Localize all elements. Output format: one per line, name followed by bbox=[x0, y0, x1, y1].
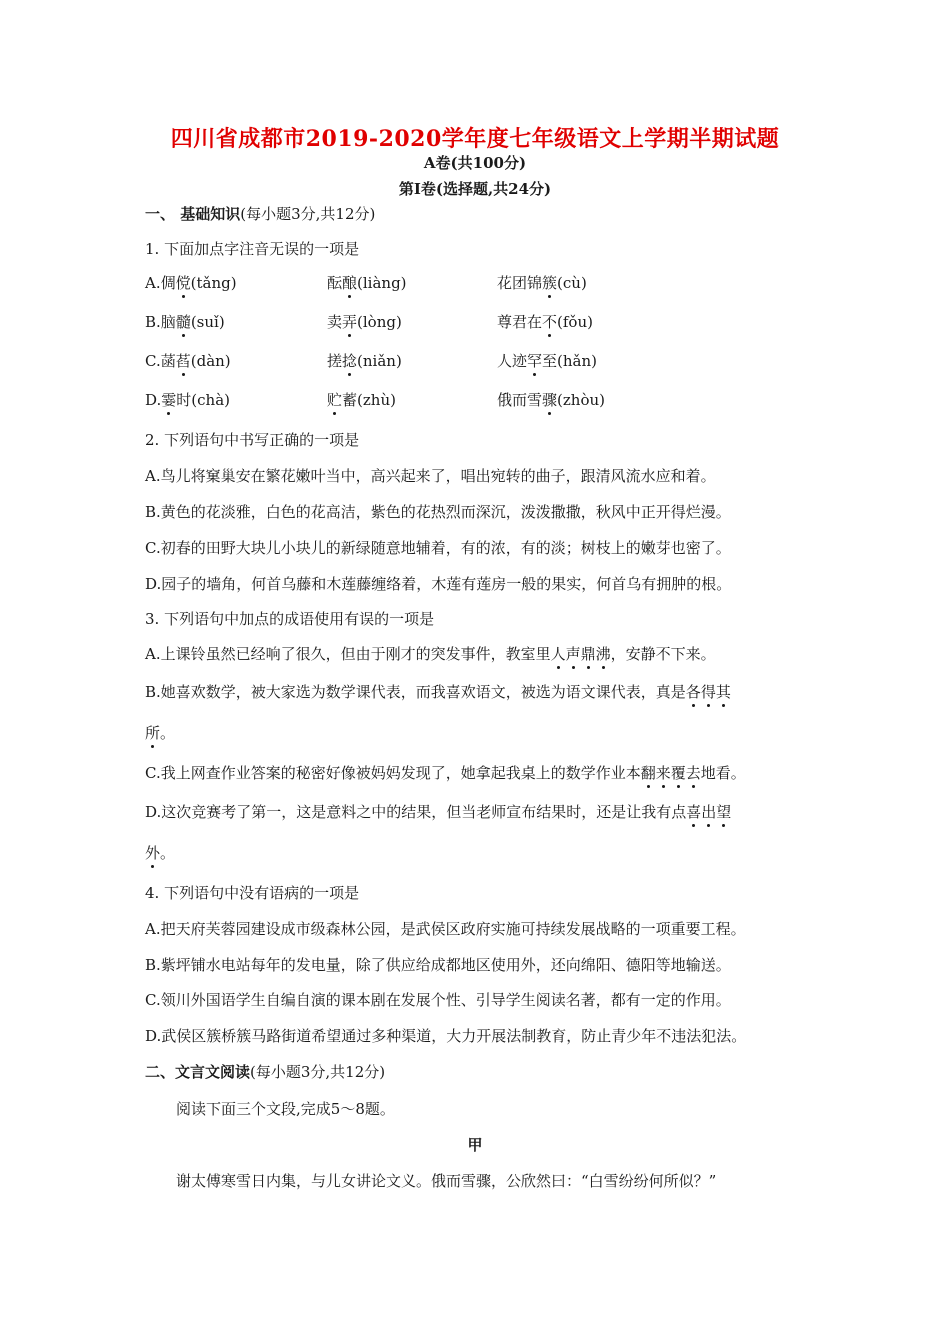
q4-option-d: D.武侯区簇桥簇马路街道希望通过多种渠道，大力开展法制教育，防止青少年不违法犯法。 bbox=[145, 1027, 747, 1045]
question-2-stem: 2. 下列语句中书写正确的一项是 bbox=[145, 431, 360, 449]
plain-text: D.这次竞赛考了第一，这是意料之中的结果，但当老师宣布结果时，还是让我有点 bbox=[145, 803, 687, 821]
q1-option-c2 bbox=[327, 350, 402, 371]
plain-text: 倜 bbox=[160, 274, 176, 292]
plain-text: 尊君在 bbox=[497, 313, 543, 331]
dotted-char: 簇 bbox=[542, 274, 558, 292]
pinyin: (chà) bbox=[191, 391, 231, 409]
q1-option-b1 bbox=[145, 311, 225, 332]
q2-option-b: B.黄色的花淡雅，白色的花高洁，紫色的花热烈而深沉，泼泼撒撒，秋风中正开得烂漫。 bbox=[145, 503, 731, 521]
pinyin: (niǎn) bbox=[357, 352, 402, 370]
dotted-char: 弄 bbox=[342, 313, 358, 331]
plain-text: 人迹 bbox=[497, 352, 528, 370]
q1-option-d2 bbox=[327, 389, 396, 410]
section-two-note: (每小题3分,共12分) bbox=[250, 1063, 386, 1081]
section-one-title: 一、 基础知识 bbox=[145, 205, 241, 223]
q3-option-a bbox=[145, 643, 716, 664]
option-letter: A. bbox=[145, 274, 161, 292]
q1-option-d1 bbox=[145, 389, 230, 410]
plain-text: ，安静不下来。 bbox=[610, 645, 716, 663]
dotted-char: 不 bbox=[542, 313, 558, 331]
exam-title: 四川省成都市2019-2020学年度七年级语文上学期半期试题 bbox=[170, 126, 780, 152]
q3-option-d bbox=[145, 801, 731, 822]
plain-text: 时 bbox=[176, 391, 192, 409]
q1-option-c1 bbox=[145, 350, 231, 371]
q1-option-b2 bbox=[327, 311, 402, 332]
pinyin: (tǎng) bbox=[190, 274, 237, 292]
reading-instruction: 阅读下面三个文段,完成5～8题。 bbox=[176, 1100, 395, 1118]
plain-text: 酝 bbox=[327, 274, 343, 292]
section-two-title: 二、文言文阅读 bbox=[145, 1063, 251, 1081]
pinyin: (hǎn) bbox=[557, 352, 598, 370]
q2-option-c: C.初春的田野大块儿小块儿的新绿随意地辅着，有的浓，有的淡；树枝上的嫩芽也密了。 bbox=[145, 539, 731, 557]
plain-text: 至 bbox=[542, 352, 558, 370]
dotted-char: 傥 bbox=[175, 274, 191, 292]
dotted-char: 望 bbox=[716, 803, 732, 821]
dotted-char: 贮 bbox=[327, 391, 343, 409]
plain-text: 蓄 bbox=[342, 391, 358, 409]
plain-text: 卖 bbox=[327, 313, 343, 331]
question-1-stem: 1. 下面加点字注音无误的一项是 bbox=[145, 240, 360, 258]
section-one-note: (每小题3分,共12分) bbox=[240, 205, 376, 223]
plain-text: A.上课铃虽然已经响了很久，但由于刚才的突发事件，教室里 bbox=[145, 645, 551, 663]
section-one-heading bbox=[145, 203, 375, 224]
dotted-char: 喜 bbox=[686, 803, 702, 821]
plain-text: 地看。 bbox=[700, 764, 746, 782]
plain-text: 脑 bbox=[160, 313, 176, 331]
passage-text-line: 谢太傅寒雪日内集，与儿女讲论文义。俄而雪骤，公欣然曰：“白雪纷纷何所似？” bbox=[176, 1172, 717, 1190]
q1-option-c3 bbox=[497, 350, 597, 371]
section-two-heading bbox=[145, 1061, 385, 1082]
pinyin: (fǒu) bbox=[557, 313, 593, 331]
plain-text: 。 bbox=[160, 844, 176, 862]
q3-option-c bbox=[145, 762, 746, 783]
plain-text: 搓 bbox=[327, 352, 343, 370]
q4-option-b: B.紫坪铺水电站每年的发电量，除了供应给成都地区使用外，还向绵阳、德阳等地输送。 bbox=[145, 956, 731, 974]
dotted-char: 萏 bbox=[175, 352, 191, 370]
pinyin: (dàn) bbox=[190, 352, 231, 370]
dotted-char: 捻 bbox=[342, 352, 358, 370]
dotted-char: 其 bbox=[715, 683, 731, 701]
option-letter: D. bbox=[145, 391, 162, 409]
q2-option-a: A.鸟儿将窠巢安在繁花嫩叶当中，高兴起来了，唱出宛转的曲子，跟清风流水应和着。 bbox=[145, 467, 716, 485]
question-4-stem: 4. 下列语句中没有语病的一项是 bbox=[145, 884, 360, 902]
dotted-char: 外 bbox=[145, 844, 161, 862]
pinyin: (zhù) bbox=[357, 391, 396, 409]
q4-option-a: A.把天府芙蓉园建设成市级森林公园，是武侯区政府实施可持续发展战略的一项重要工程。 bbox=[145, 920, 746, 938]
dotted-char: 霎 bbox=[161, 391, 177, 409]
volume-a-subtitle: A卷(共100分) bbox=[423, 154, 527, 172]
dotted-char: 酿 bbox=[342, 274, 358, 292]
dotted-char: 得 bbox=[700, 683, 716, 701]
dotted-char: 人 bbox=[550, 645, 566, 663]
dotted-char: 骤 bbox=[542, 391, 558, 409]
plain-text: 俄而雪 bbox=[497, 391, 543, 409]
option-letter: C. bbox=[145, 352, 161, 370]
dotted-char: 来 bbox=[655, 764, 671, 782]
pinyin: (zhòu) bbox=[557, 391, 605, 409]
passage-title: 甲 bbox=[467, 1136, 483, 1154]
q3-option-d-wrap bbox=[145, 842, 175, 863]
dotted-char: 出 bbox=[701, 803, 717, 821]
plain-text: C.我上网查作业答案的秘密好像被妈妈发现了，她拿起我桌上的数学作业本 bbox=[145, 764, 641, 782]
q4-option-c: C.领川外国语学生自编自演的课本剧在发展个性、引导学生阅读名著，都有一定的作用。 bbox=[145, 991, 731, 1009]
pinyin: (liàng) bbox=[357, 274, 407, 292]
question-3-stem: 3. 下列语句中加点的成语使用有误的一项是 bbox=[145, 610, 435, 628]
pinyin: (lòng) bbox=[357, 313, 402, 331]
dotted-char: 翻 bbox=[640, 764, 656, 782]
plain-text: 。 bbox=[160, 724, 176, 742]
dotted-char: 鼎 bbox=[580, 645, 596, 663]
q1-option-a3 bbox=[497, 272, 587, 293]
q3-option-b bbox=[145, 681, 731, 702]
q1-option-d3 bbox=[497, 389, 605, 410]
q1-option-a2 bbox=[327, 272, 407, 293]
dotted-char: 覆 bbox=[670, 764, 686, 782]
q1-option-b3 bbox=[497, 311, 593, 332]
q2-option-d: D.园子的墙角，何首乌藤和木莲藤缠络着，木莲有莲房一般的果实，何首乌有拥肿的根。 bbox=[145, 575, 732, 593]
plain-text: 花团锦 bbox=[497, 274, 543, 292]
dotted-char: 髓 bbox=[175, 313, 191, 331]
pinyin: (cù) bbox=[557, 274, 587, 292]
dotted-char: 所 bbox=[145, 724, 161, 742]
plain-text: 菡 bbox=[160, 352, 176, 370]
part-one-subtitle: 第Ⅰ卷(选择题,共24分) bbox=[398, 180, 552, 198]
dotted-char: 罕 bbox=[527, 352, 543, 370]
q1-option-a1 bbox=[145, 272, 237, 293]
pinyin: (suǐ) bbox=[190, 313, 225, 331]
option-letter: B. bbox=[145, 313, 161, 331]
plain-text: B.她喜欢数学，被大家选为数学课代表，而我喜欢语文，被选为语文课代表，真是 bbox=[145, 683, 686, 701]
dotted-char: 声 bbox=[565, 645, 581, 663]
dotted-char: 各 bbox=[685, 683, 701, 701]
q3-option-b-wrap bbox=[145, 722, 175, 743]
dotted-char: 去 bbox=[685, 764, 701, 782]
dotted-char: 沸 bbox=[595, 645, 611, 663]
